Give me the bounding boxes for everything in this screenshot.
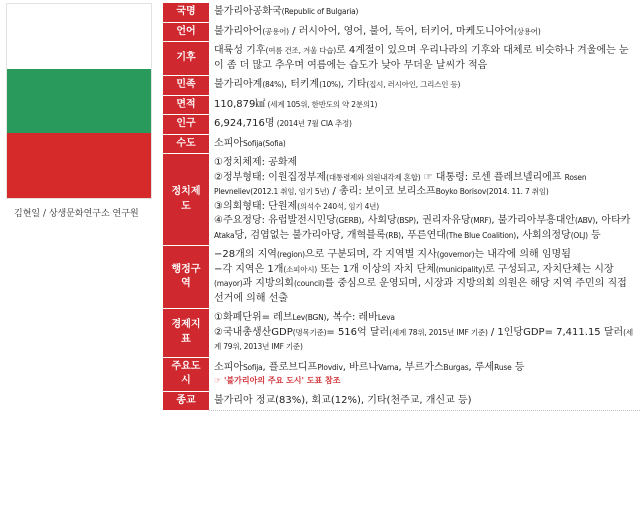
text: ③의회형태: 단원제 (214, 200, 298, 212)
note: (상용어) (513, 26, 541, 36)
note: (The Blue Coalition) (445, 230, 517, 240)
row-area (163, 95, 640, 115)
label-climate: 기후 (163, 42, 209, 76)
text: , 기타 (340, 79, 367, 90)
economy-line-1 (214, 311, 635, 326)
text: 불가리아어 (214, 25, 263, 37)
note: (명목기준) (292, 327, 327, 337)
label-administration: 행정구역 (163, 246, 209, 309)
text: 로 구성되고, 자치단체는 시장 (484, 263, 614, 275)
value-economy (209, 309, 640, 358)
text: 대륙성 기후 (214, 45, 266, 56)
text: , 플로브디프 (262, 361, 318, 373)
note: (GERB) (335, 216, 362, 225)
row-religion (163, 391, 640, 411)
country-name: 불가리아공화국 (214, 6, 282, 17)
note: (의석수 240석, 임기 4년) (297, 201, 379, 211)
value-population (209, 115, 640, 135)
note: (2014년 7월 CIA 추정) (274, 119, 352, 128)
text: / 총리: 보이코 보리소프 (329, 186, 436, 197)
note: Lev(BGN) (292, 313, 327, 322)
note: (mayor) (214, 279, 243, 288)
note: (세계 79위, 2013년 IMF 기준) (214, 327, 633, 351)
country-info-table (163, 2, 640, 411)
row-economy (163, 309, 640, 358)
note: (RB) (385, 230, 401, 240)
note: (OLJ) (570, 230, 588, 240)
note: (세계 78위, 2015년 IMF 기준) (389, 327, 488, 337)
note: Rosen Plevneliev (214, 172, 587, 196)
label-language: 언어 (163, 22, 209, 42)
text: 과 지방의회 (242, 278, 294, 289)
economy-line-2 (214, 326, 635, 355)
politics-line-4 (214, 214, 635, 243)
row-ethnicity (163, 76, 640, 96)
text: = 516억 달러 (326, 326, 390, 338)
note: (세계 105위, 한반도의 약 2분의1) (265, 99, 378, 109)
note: (council) (293, 279, 325, 288)
value-climate (209, 42, 640, 76)
label-area: 면적 (163, 95, 209, 115)
text: ④주요정당: 유럽발전시민당 (214, 215, 336, 226)
label-ethnicity: 민족 (163, 76, 209, 96)
note: (MRF) (470, 216, 492, 225)
cities-reference: ☞ '불가리아의 주요 도시' 도표 참조 (214, 376, 341, 386)
text: , 터키계 (283, 79, 320, 90)
text: 소피아 (214, 137, 243, 149)
value-country (209, 3, 640, 23)
label-cities: 주요도시 (163, 357, 209, 391)
note: Ruse (494, 362, 512, 372)
label-politics: 정치제도 (163, 154, 209, 246)
note: (10%) (319, 80, 341, 89)
bulgaria-flag (7, 4, 151, 198)
note: Boyko Borisov(2014. 11. 7 취임) (435, 187, 549, 196)
label-religion: 종교 (163, 391, 209, 411)
text: 로 4계절이 있으며 우리나라의 기후와 대체로 비슷하나 겨울에는 눈이 좀 더 많고 추우며 여름에는 습도가 낮아 무더운 날씨가 적음 (214, 45, 629, 71)
note: Burgas (443, 362, 469, 372)
text: ②국내총생산GDP (214, 326, 293, 338)
text: ☞ 대통령: 로센 플레브넬리에프 (420, 171, 565, 183)
value-capital (209, 134, 640, 154)
text: , 바르나 (342, 361, 379, 373)
row-capital (163, 134, 640, 154)
note: Sofija(Sofia) (242, 138, 286, 148)
text: , 불가리아부흥대안 (491, 215, 576, 226)
text: 등 (511, 361, 525, 373)
row-population (163, 115, 640, 135)
row-administration (163, 246, 640, 309)
text: , 사회당 (361, 215, 397, 226)
note: Varna (378, 362, 399, 372)
politics-line-1: ①정치체제: 공화제 (214, 157, 298, 168)
row-language (163, 22, 640, 42)
text: 소피아 (214, 361, 243, 373)
text: / 러시아어, 영어, 불어, 독어, 터키어, 마케도니아어 (288, 25, 514, 37)
cities-line (214, 361, 635, 376)
value-ethnicity (209, 76, 640, 96)
text: 110,879㎢ (214, 98, 266, 110)
row-cities (163, 357, 640, 391)
text: / 1인당GDP= 7,411.15 달러 (487, 326, 624, 338)
text: ②정부형태: 이원집정부제 (214, 171, 327, 183)
note: (소피아시) (283, 264, 318, 274)
text: , 푸른연대 (400, 229, 446, 241)
note: Sofija (242, 362, 263, 372)
text: 으로 구분되며, 각 지역별 지사 (304, 249, 437, 260)
admin-line-1 (214, 248, 635, 263)
note: (region) (276, 250, 305, 259)
note: (84%) (262, 80, 284, 89)
value-politics (209, 154, 640, 246)
row-climate (163, 42, 640, 76)
note: (BSP) (396, 216, 416, 225)
politics-line-3 (214, 200, 635, 215)
flag-stripe-green (7, 69, 151, 134)
country-name-en: (Republic of Bulgaria) (281, 7, 359, 16)
note: (governor) (436, 250, 475, 259)
note: Ataka (214, 230, 235, 240)
note: (대통령제와 의원내각제 혼합) (326, 172, 421, 182)
value-language (209, 22, 640, 42)
text: ①화폐단위= 레브 (214, 312, 293, 323)
row-politics (163, 154, 640, 246)
text: 를 중심으로 운영되며, 시장과 지방의회 의원은 해당 지역 주민의 직접 선거에 의해 선출 (214, 278, 627, 304)
text: 6,924,716명 (214, 118, 275, 129)
text: , 사회의정당 (516, 229, 571, 241)
text: 등 (587, 229, 601, 241)
text: 불가리아계 (214, 79, 263, 90)
text: 당, 검엽없는 불가리아당, 개혁블록 (234, 229, 386, 241)
value-area (209, 95, 640, 115)
text: , 부르가스 (398, 361, 444, 373)
text: 는 내각에 의해 임명됨 (474, 249, 571, 260)
note: Plovdiv (317, 362, 343, 372)
label-population: 인구 (163, 115, 209, 135)
row-country (163, 3, 640, 23)
label-capital: 수도 (163, 134, 209, 154)
value-religion: 불가리아 정교(83%), 회교(12%), 기타(천주교, 개신교 등) (209, 391, 640, 411)
author-credit: 김현일 / 상생문화연구소 연구원 (14, 209, 139, 219)
text: , 권리자유당 (415, 215, 471, 226)
text: , 복수: 레바 (326, 312, 378, 323)
politics-line-2 (214, 171, 635, 200)
flag-stripe-white (7, 4, 151, 69)
note: Leva (377, 313, 395, 322)
text: −28개의 지역 (214, 249, 277, 260)
label-country: 국명 (163, 3, 209, 23)
note: (집시, 러시아인, 그리스인 등) (366, 80, 461, 89)
admin-line-2 (214, 263, 635, 307)
text: , 루세 (468, 361, 495, 373)
note: (2012.1 취임, 임기 5년) (250, 187, 330, 196)
value-cities (209, 357, 640, 391)
flag-stripe-red (7, 133, 151, 198)
note: (공용어) (262, 26, 289, 36)
value-administration (209, 246, 640, 309)
note: (여름 건조, 겨울 다습) (265, 46, 337, 55)
label-economy: 경제지표 (163, 309, 209, 358)
note: (municipality) (435, 264, 485, 274)
text: , 아타카 (595, 215, 631, 226)
text: 또는 1개 이상의 자치 단체 (317, 263, 436, 275)
text: −각 지역은 1개 (214, 263, 284, 275)
note: (ABV) (575, 216, 596, 225)
